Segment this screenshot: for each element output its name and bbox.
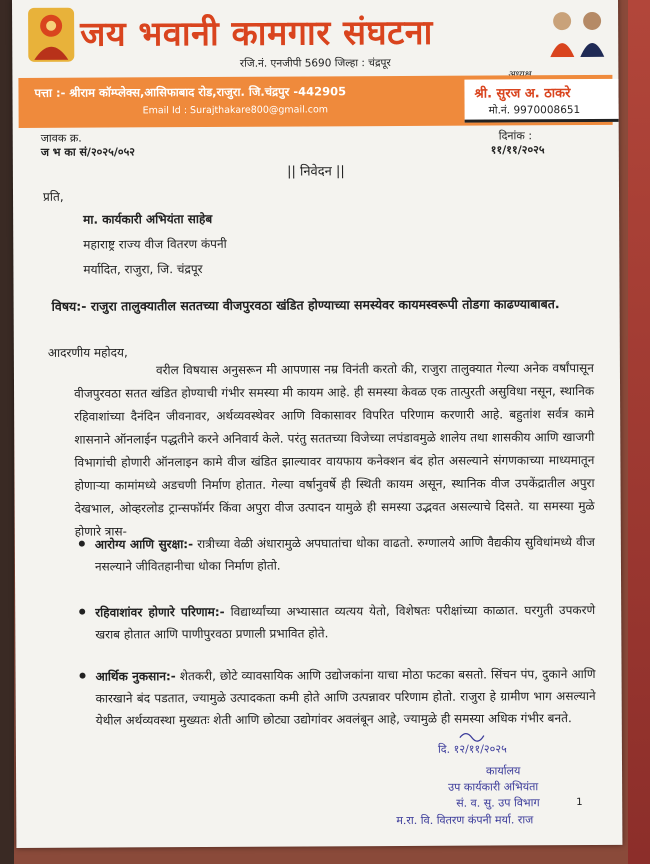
organization-name: जय भवानी कामगार संघटना <box>80 12 434 55</box>
president-name: श्री. सुरज अ. ठाकरे <box>474 86 571 102</box>
bullet-dot <box>80 673 86 679</box>
point-residents <box>75 599 595 646</box>
stamp-subdivision: सं. व. सु. उप विभाग <box>456 796 540 810</box>
point-health <box>75 531 595 578</box>
stamp-designation: उप कार्यकारी अभियंता <box>448 780 539 794</box>
point-title: रहिवाशांवर होणारे परिणाम:- <box>95 604 225 620</box>
prati-label: प्रति, <box>42 189 64 204</box>
registration-line: रजि.नं. एनजीपी 5690 जिल्हा : चंद्रपूर <box>239 57 391 70</box>
body-paragraph: वरील विषयास अनुसरून मी आपणास नम्र विनंती करतो की, राजुरा तालुक्यात गेल्या अनेक वर्षांपासून वीजपुरवठा सतत खंडित होण्याची गंभीर समस्या मी कायम आहे. ही समस्या केवळ एक तात्पुरती असुविधा नसून, स्थानिक रहिवाशांच्या दैनंदिन जीवनावर, अर्थव्यवस्थेवर आणि विकासावर विपरित परिणाम करणारी आहे. बहुतांश सर्वत्र कामे शासनाने ऑनलाईन पद्धतीने करने अनिवार्य केले. परंतु सततच्या विजेच्या लपंडावमुळे शालेय तथा शासकीय आणि खाजगी विभागांची होणारी ऑनलाइन कामे वीज खंडित झाल्यावर वायफाय कनेक्शन बंद होत असल्याने संगणकाच्या माध्यमातून होणाऱ्या कामांमध्ये अडचणी निर्माण होतात. गेल्या वर्षानुवर्षे ही स्थिती कायम असून, स्थानिक वीज उपकेंद्रातील अपुरा देखभाल, ओव्हरलोड ट्रान्सफॉर्मर किंवा अपुरा वीज उत्पादन यामुळे ही समस्या उद्भवत असल्याचे दिसते. या समस्या मुळे होणारे त्रास- <box>74 360 595 539</box>
portraits-icon <box>546 7 608 57</box>
letter-page <box>12 0 622 848</box>
president-mobile: मो.नं. 9970008651 <box>488 104 581 117</box>
outward-number: ज भ का सं/२०२५/०५२ <box>40 145 136 159</box>
letter-heading: || निवेदन || <box>287 164 345 180</box>
goddess-logo-icon <box>26 6 76 64</box>
stamp-office: कार्यालय <box>486 764 521 778</box>
recipient-line3: मर्यादित, राजुरा, जि. चंद्रपूर <box>83 262 203 277</box>
outward-label: जावक क्र. <box>40 131 82 145</box>
received-date: दि. १२/११/२०२५ <box>437 742 507 756</box>
point-title: आरोग्य आणि सुरक्षा:- <box>94 537 194 552</box>
recipient-line2: महाराष्ट्र राज्य वीज वितरण कंपनी <box>83 236 227 252</box>
address-text: पत्ता :- श्रीराम कॉम्प्लेक्स,आसिफाबाद रोड,राजुरा. जि.चंद्रपुर -442905 <box>34 84 347 100</box>
background-right <box>628 0 650 864</box>
bullet-dot <box>79 541 85 547</box>
email-text: Email Id : Surajthakare800@gmail.com <box>142 104 329 117</box>
point-text: शेतकरी, छोटे व्यावसायिक आणि उद्योजकांना याचा मोठा फटका बसतो. सिंचन पंप, दुकाने आणि कारखाने बंद पडतात, ज्यामुळे उत्पादकता कमी होते आणि उत्पन्नावर परिणाम होतो. राजुरा हे ग्रामीण भाग असल्याने येथील अर्थव्यवस्था मुख्यतः शेती आणि छोट्या उद्योगांवर अवलंबून आहे, ज्यामुळे ही समस्या अधिक गंभीर बनते. <box>95 666 596 728</box>
salutation: आदरणीय महोदय, <box>47 345 128 360</box>
point-economic <box>75 663 595 732</box>
point-text: विद्यार्थ्यांच्या अभ्यासात व्यत्यय येतो, विशेषतः परीक्षांच्या काळात. घरगुती उपकरणे खराब होतात आणि पाणीपुरवठा प्रणाली प्रभावित होते. <box>95 602 596 642</box>
bullet-dot <box>79 609 85 615</box>
recipient-line1: मा. कार्यकारी अभियंता साहेब <box>83 211 213 227</box>
page-number: 1 <box>576 797 583 809</box>
point-text: रात्रीच्या वेळी अंधारामुळे अपघातांचा धोका वाढतो. रुग्णालये आणि वैद्यकीय सुविधांमध्ये वीज नसल्याने जीवितहानीचा धोका निर्माण होतो. <box>94 534 595 574</box>
date-label: दिनांक : <box>498 129 533 143</box>
subject-line: विषय:- राजुरा तालुक्यातील सततच्या वीजपुरवठा खंडित होण्याच्या समस्येवर कायमस्वरूपी तोडगा काढण्याबाबत. <box>51 296 560 314</box>
point-title: आर्थिक नुकसान:- <box>95 669 176 684</box>
letter-date: ११/११/२०२५ <box>490 143 545 157</box>
stamp-company: म.रा. वि. वितरण कंपनी मर्या. राज <box>396 813 534 827</box>
